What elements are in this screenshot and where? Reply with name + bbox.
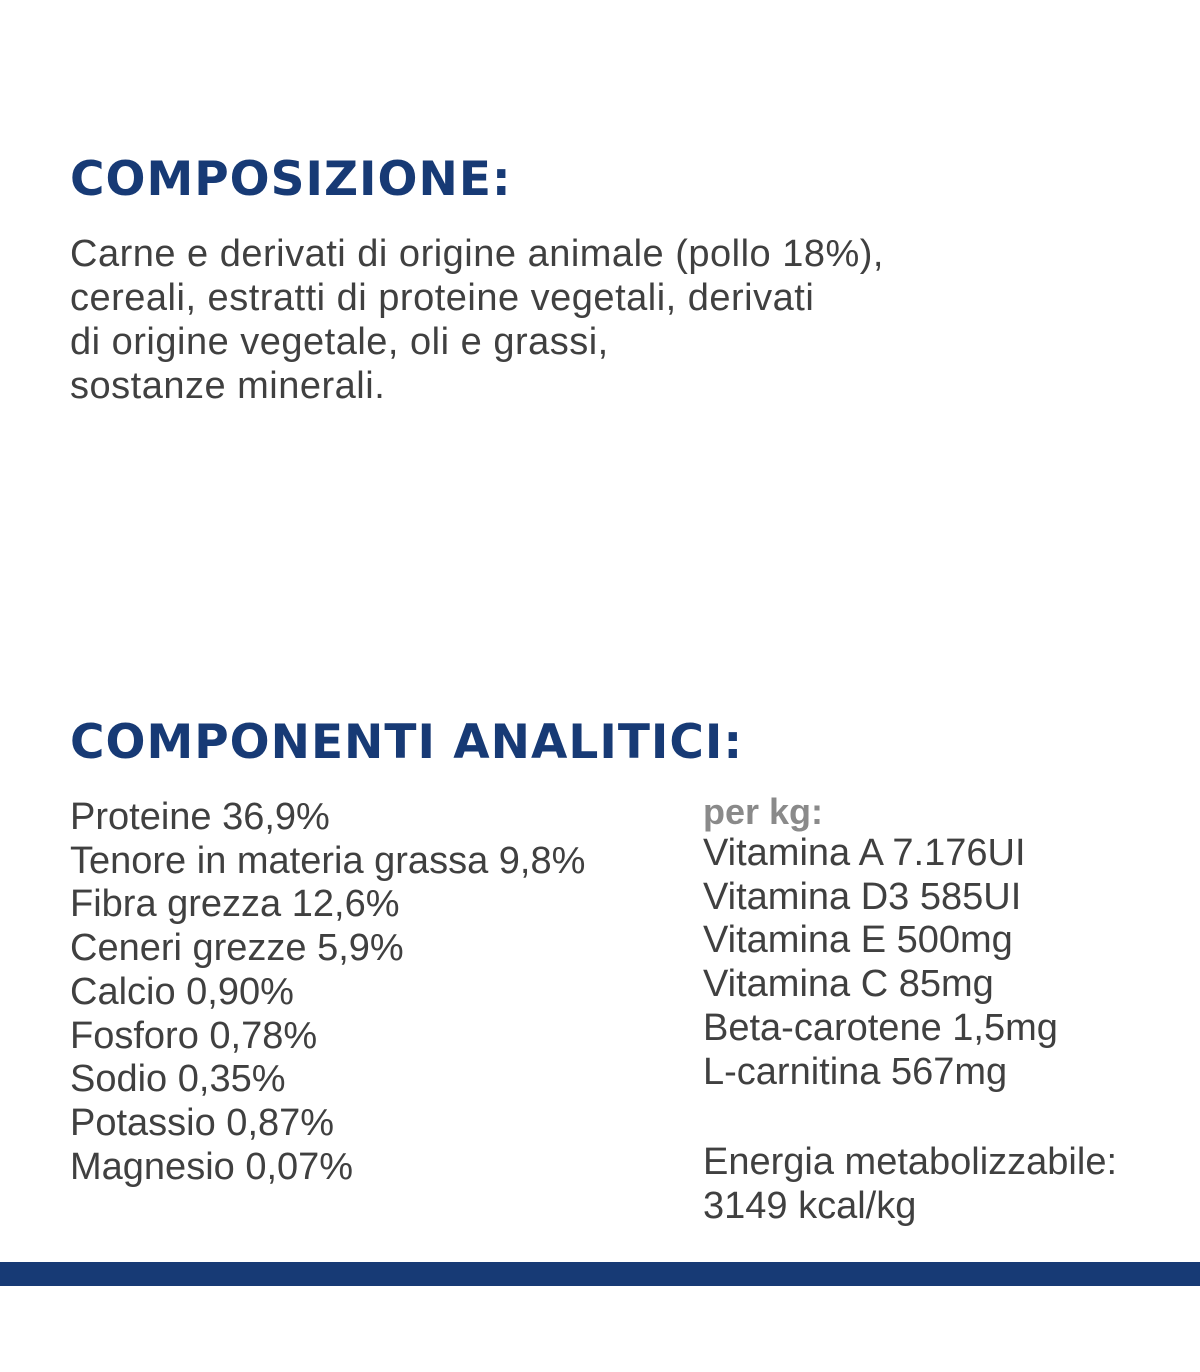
analytics-item: Magnesio 0,07% [70,1145,354,1188]
analytics-item: Fibra grezza 12,6% [70,883,400,926]
vitamin-item: Vitamina D3 585UI [703,875,1022,918]
vitamin-item: Vitamina C 85mg [703,963,994,1006]
composition-line: sostanze minerali. [70,365,386,407]
composition-line: di origine vegetale, oli e grassi, [70,321,609,363]
analytics-heading: COMPONENTI ANALITICI: [70,715,744,770]
composition-line: cereali, estratti di proteine vegetali, derivati [70,277,815,319]
per-kg-heading: per kg: [703,791,824,832]
analytics-item: Potassio 0,87% [70,1101,335,1144]
analytics-item: Fosforo 0,78% [70,1014,318,1057]
energy-block [703,1140,1117,1228]
analytics-item: Calcio 0,90% [70,970,294,1013]
per-kg-list [703,792,1058,1094]
analytics-item: Tenore in materia grassa 9,8% [70,839,586,882]
analytics-item: Proteine 36,9% [70,796,330,838]
energy-value: 3149 kcal/kg [703,1185,917,1227]
vitamin-item: Vitamina E 500mg [703,919,1013,962]
vitamin-item: Vitamina A 7.176UI [703,832,1026,874]
composition-heading: COMPOSIZIONE: [70,152,512,207]
vitamin-item: L-carnitina 567mg [703,1050,1008,1093]
bottom-band [0,1262,1200,1286]
analytics-item: Ceneri grezze 5,9% [70,927,404,970]
vitamin-item: Beta-carotene 1,5mg [703,1006,1058,1049]
analytics-list [70,796,585,1189]
analytics-item: Sodio 0,35% [70,1058,286,1101]
composition-line: Carne e derivati di origine animale (pollo 18%), [70,233,884,275]
energy-label: Energia metabolizzabile: [703,1141,1118,1183]
composition-text [70,232,1170,408]
